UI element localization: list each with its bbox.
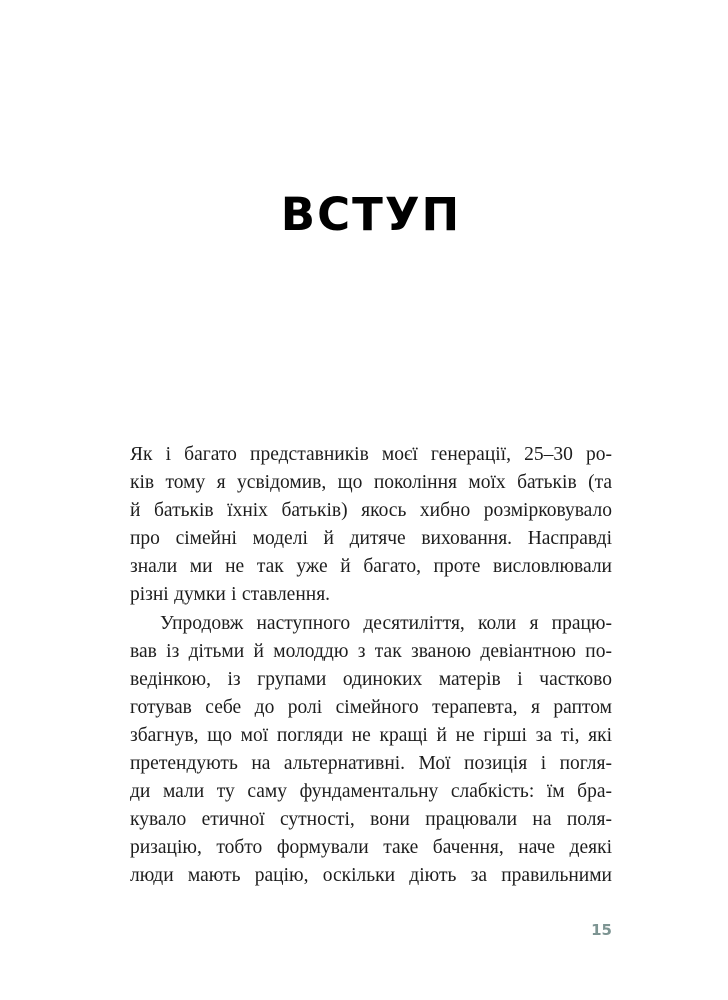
text-line: різні думки і ставлення. (130, 584, 331, 606)
text-line: готував себе до ролі сімейного терапевта, я раптом (130, 696, 612, 718)
body-text-block (130, 441, 612, 891)
text-line: люди мають рацію, оскільки діють за правильними (130, 865, 612, 887)
text-line: знали ми не так уже й багато, проте висловлювали (130, 556, 612, 578)
text-line: претендують на альтернативні. Мої позиція і погля- (130, 753, 612, 775)
text-line: ди мали ту саму фундаментальну слабкість: їм бра- (130, 781, 612, 803)
paragraph (130, 610, 612, 891)
text-line: збагнув, що мої погляди не кращі й не гірші за ті, які (130, 724, 612, 746)
text-line: ризацію, тобто формували таке бачення, наче деякі (130, 837, 612, 859)
text-line: ведінкою, із групами одиноких матерів і частково (130, 668, 612, 690)
chapter-title: ВСТУП (280, 188, 462, 241)
text-line: кувало етичної сутності, вони працювали на поля- (130, 809, 612, 831)
text-line: Упродовж наступного десятиліття, коли я працю- (160, 612, 612, 634)
text-line: ків тому я усвідомив, що покоління моїх батьків (та (130, 472, 612, 494)
page-number: 15 (591, 921, 612, 939)
paragraph (130, 441, 612, 610)
text-line: вав із дітьми й молоддю з так званою девіантною по- (130, 640, 612, 662)
text-line: Як і багато представників моєї генерації, 25–30 ро- (130, 444, 612, 465)
text-line: й батьків їхніх батьків) якось хибно розмірковувало (130, 500, 612, 522)
text-line: про сімейні моделі й дитяче виховання. Насправді (130, 528, 612, 550)
